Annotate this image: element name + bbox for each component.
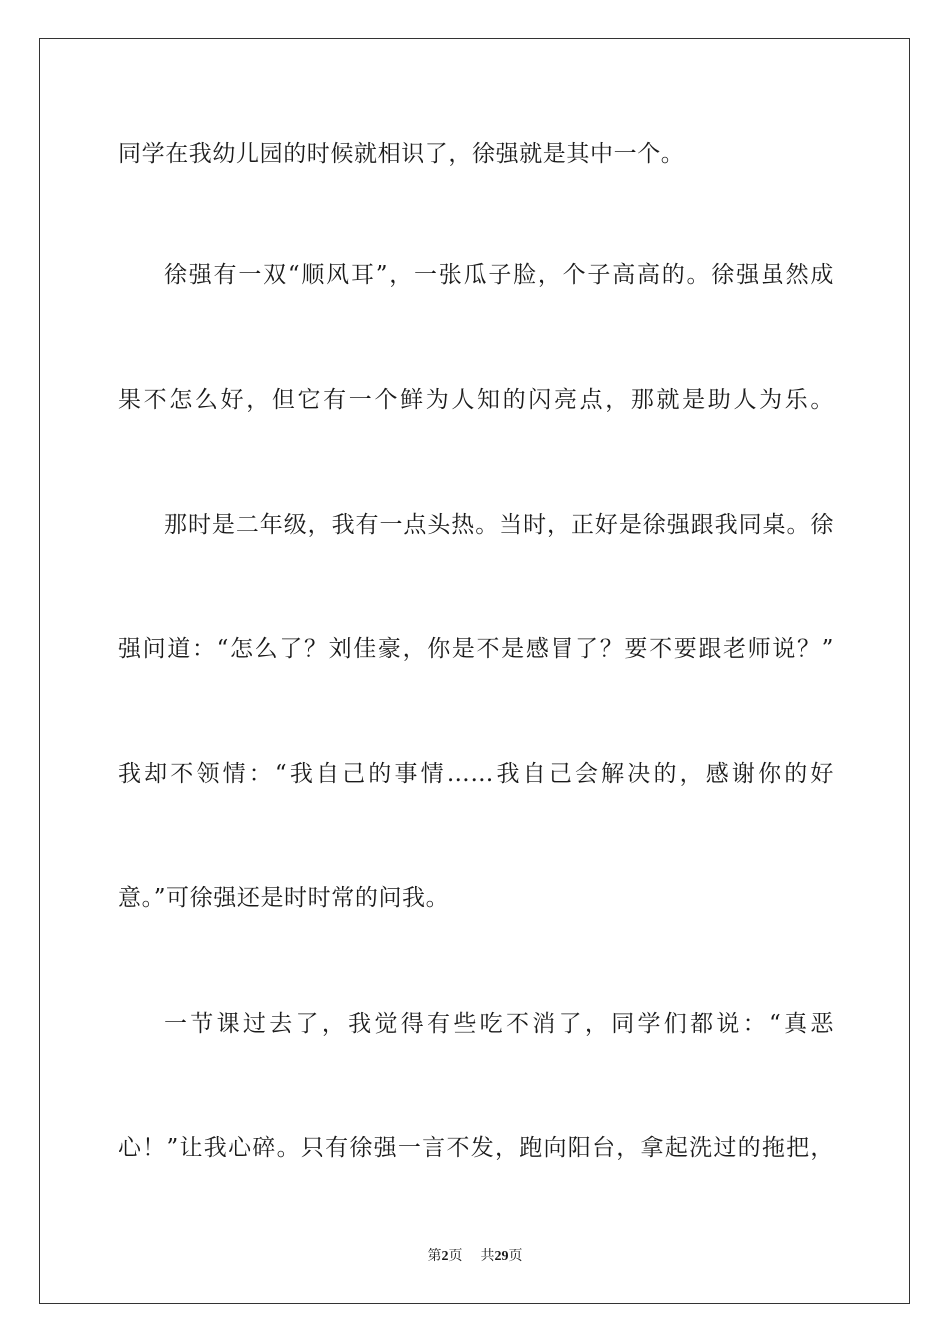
text-line-5: 强问道：“怎么了？刘佳豪，你是不是感冒了？要不要跟老师说？” xyxy=(118,636,834,662)
total-prefix: 共 xyxy=(480,1248,495,1264)
text-line-8: 一节课过去了，我觉得有些吃不消了，同学们都说：“真恶 xyxy=(164,1011,834,1037)
text-line-7: 意。”可徐强还是时时常的问我。 xyxy=(118,885,450,911)
text-line-9: 心！”让我心碎。只有徐强一言不发，跑向阳台，拿起洗过的拖把， xyxy=(118,1135,834,1161)
total-suffix: 页 xyxy=(508,1248,523,1264)
page-current: 2 xyxy=(441,1249,449,1264)
page-suffix: 页 xyxy=(448,1248,463,1264)
text-line-3: 果不怎么好，但它有一个鲜为人知的闪亮点，那就是助人为乐。 xyxy=(118,387,834,413)
page-footer xyxy=(0,1247,950,1266)
text-line-6: 我却不领情：“我自己的事情……我自己会解决的，感谢你的好 xyxy=(118,761,834,787)
page-border xyxy=(39,38,910,1304)
page-total: 29 xyxy=(494,1249,509,1264)
text-line-1: 同学在我幼儿园的时候就相识了，徐强就是其中一个。 xyxy=(118,141,685,167)
text-line-2: 徐强有一双“顺风耳”，一张瓜子脸，个子高高的。徐强虽然成 xyxy=(164,262,834,288)
text-line-4: 那时是二年级，我有一点头热。当时，正好是徐强跟我同桌。徐 xyxy=(164,512,834,538)
page-prefix: 第 xyxy=(427,1248,442,1264)
